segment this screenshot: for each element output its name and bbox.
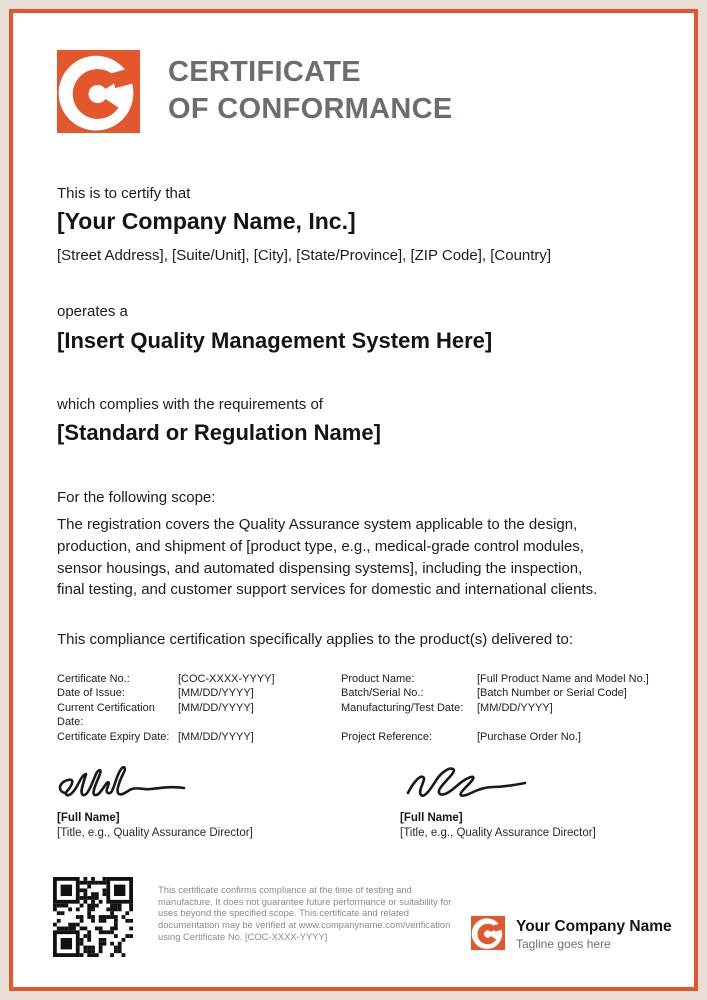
operates-text: operates a (57, 303, 128, 320)
certify-intro-text: This is to certify that (57, 185, 191, 202)
footer-company-logo-icon (471, 916, 505, 950)
document-title (168, 54, 453, 128)
signatory-title: [Title, e.g., Quality Assurance Director] (57, 827, 253, 839)
company-address-placeholder: [Street Address], [Suite/Unit], [City], [State/Province], [ZIP Code], [Country] (57, 247, 552, 264)
signatory-name: [Full Name] (57, 812, 120, 824)
detail-label: Batch/Serial No.: (341, 687, 424, 700)
signature-left-icon (53, 762, 191, 808)
detail-label: Manufacturing/Test Date: (341, 701, 464, 714)
footer-company-name: Your Company Name (516, 918, 672, 935)
signature-right-icon (398, 760, 536, 806)
detail-value: [MM/DD/YYYY] (178, 701, 254, 714)
qr-code (53, 877, 133, 957)
detail-value: [MM/DD/YYYY] (178, 730, 254, 743)
footer-tagline: Tagline goes here (516, 937, 611, 951)
detail-value: [Batch Number or Serial Code] (477, 687, 627, 700)
detail-label: Certificate Expiry Date: (57, 730, 170, 743)
table-row (57, 672, 657, 686)
scope-paragraph: The registration covers the Quality Assurance system applicable to the design, production, and shipment of [product type, e.g., medical-grade control modules, sensor housings, and automated dispensing systems], including the inspection, final testing, and customer support services for domestic and international clients. (57, 516, 598, 599)
signatory-name: [Full Name] (400, 812, 463, 824)
signatory-title: [Title, e.g., Quality Assurance Director] (400, 827, 596, 839)
detail-label: Project Reference: (341, 730, 433, 743)
certificate-details-table (57, 672, 657, 744)
company-logo-icon (57, 50, 140, 133)
document-title-line2: OF CONFORMANCE (168, 93, 453, 125)
detail-label: Current Certification Date: (57, 701, 155, 729)
applies-text: This compliance certification specifically applies to the product(s) delivered to: (57, 631, 574, 648)
standard-name-placeholder: [Standard or Regulation Name] (57, 420, 381, 445)
detail-label: Product Name: (341, 673, 415, 685)
scope-label: For the following scope: (57, 489, 216, 506)
detail-value: [Full Product Name and Model No.] (477, 673, 649, 685)
qms-placeholder: [Insert Quality Management System Here] (57, 328, 493, 353)
company-name-placeholder: [Your Company Name, Inc.] (57, 208, 356, 234)
table-row (57, 686, 657, 700)
detail-value: [COC-XXXX-YYYY] (178, 673, 275, 685)
detail-value: [MM/DD/YYYY] (178, 687, 254, 700)
table-row (57, 730, 657, 744)
complies-text: which complies with the requirements of (57, 396, 323, 413)
detail-label: Certificate No.: (57, 673, 130, 685)
disclaimer-text: This certificate confirms compliance at the time of testing and manufacture. It does not guarantee future performance or suitability for uses beyond the specified scope. This certificate and related documentation may be verified at www.companyname.com/verification using Certificate No. [COC-XXXX-YYYY] (158, 884, 452, 942)
table-row (57, 701, 657, 730)
detail-value: [Purchase Order No.] (477, 730, 581, 743)
document-title-line1: CERTIFICATE (168, 56, 361, 88)
detail-label: Date of Issue: (57, 687, 125, 700)
detail-value: [MM/DD/YYYY] (477, 701, 553, 714)
